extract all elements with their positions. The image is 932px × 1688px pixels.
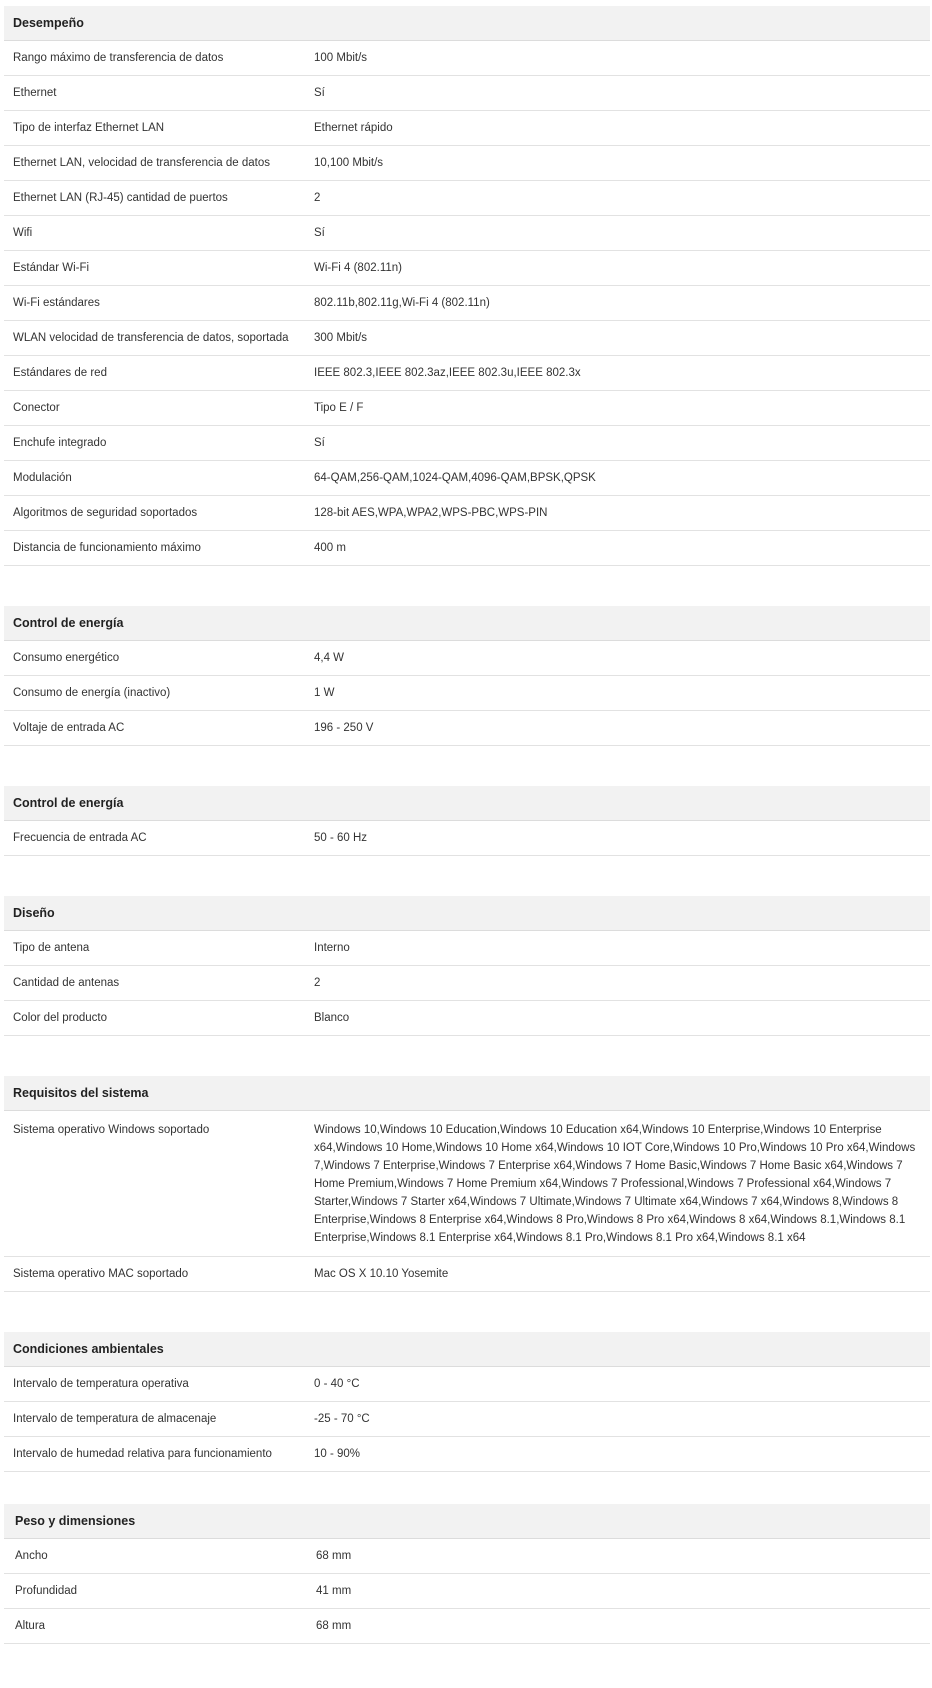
spec-row <box>4 1609 930 1644</box>
spec-row <box>4 111 930 146</box>
spec-value: 41 mm <box>316 1585 352 1597</box>
spec-label: Wi-Fi estándares <box>13 297 100 309</box>
spec-row <box>4 181 930 216</box>
spec-value: 2 <box>314 192 321 204</box>
spec-row <box>4 1574 930 1609</box>
spec-row <box>4 641 930 676</box>
spec-label: Estándar Wi-Fi <box>13 262 90 274</box>
spec-value: 10 - 90% <box>314 1448 361 1460</box>
spec-value: 64-QAM,256-QAM,1024-QAM,4096-QAM,BPSK,QPSK <box>314 472 596 484</box>
spec-value: 4,4 W <box>314 652 345 664</box>
spec-value: 400 m <box>314 542 346 554</box>
spec-label: Ancho <box>15 1550 48 1562</box>
spec-label: Sistema operativo Windows soportado <box>13 1124 210 1136</box>
spec-label: Ethernet LAN (RJ-45) cantidad de puertos <box>13 192 228 204</box>
spec-value: Sí <box>314 437 325 449</box>
spec-label: Color del producto <box>13 1012 107 1024</box>
spec-row <box>4 1367 930 1402</box>
section-header: Peso y dimensiones <box>4 1504 930 1539</box>
spec-value: Sí <box>314 87 325 99</box>
spec-row <box>4 1111 930 1257</box>
spec-row <box>4 356 930 391</box>
spec-label: Consumo de energía (inactivo) <box>13 687 171 699</box>
spec-value: 10,100 Mbit/s <box>314 157 384 169</box>
spec-value: 68 mm <box>316 1620 352 1632</box>
section-requisitos-del-sistema <box>4 1076 930 1292</box>
spec-row <box>4 146 930 181</box>
spec-value: 802.11b,802.11g,Wi-Fi 4 (802.11n) <box>314 297 490 309</box>
spec-label: Algoritmos de seguridad soportados <box>13 507 198 519</box>
spec-value: 50 - 60 Hz <box>314 832 368 844</box>
spec-row <box>4 286 930 321</box>
spec-label: Intervalo de temperatura de almacenaje <box>13 1413 217 1425</box>
spec-value: Wi-Fi 4 (802.11n) <box>314 262 402 274</box>
spec-row <box>4 251 930 286</box>
spec-value: 68 mm <box>316 1550 352 1562</box>
spec-row <box>4 1437 930 1472</box>
spec-value: Ethernet rápido <box>314 122 393 134</box>
spec-row <box>4 496 930 531</box>
section-header: Diseño <box>4 896 930 931</box>
spec-row <box>4 931 930 966</box>
spec-row <box>4 1257 930 1292</box>
spec-row <box>4 76 930 111</box>
spec-value: -25 - 70 °C <box>314 1413 370 1425</box>
spec-row <box>4 41 930 76</box>
spec-label: Distancia de funcionamiento máximo <box>13 542 201 554</box>
spec-row <box>4 321 930 356</box>
spec-value: 128-bit AES,WPA,WPA2,WPS-PBC,WPS-PIN <box>314 507 548 519</box>
section-control-de-energia <box>4 606 930 746</box>
spec-value: Windows 10,Windows 10 Education,Windows 10 Education x64,Windows 10 Enterprise,Windows 10 Enterprise x64,Windows 10 Home,Windows 10 Home x64,Windows 10 IOT Core,Windows 10 Pro,Windows 10 Pro x64,Windows 7,Windows 7 Enterprise,Windows 7 Enterprise x64,Windows 7 Home Basic,Windows 7 Home Basic x64,Windows 7 Home Premium,Windows 7 Home Premium x64,Windows 7 Professional,Windows 7 Professional x64,Windows 7 Starter,Windows 7 Starter x64,Windows 7 Ultimate,Windows 7 Ultimate x64,Windows 7 x64,Windows 8,Windows 8 Enterprise,Windows 8 Enterprise x64,Windows 8 Pro,Windows 8 Pro x64,Windows 8 x64,Windows 8.1,Windows 8.1 Enterprise,Windows 8.1 Enterprise x64,Windows 8.1 Pro,Windows 8.1 Pro x64,Windows 8.1 x64 <box>314 1124 916 1244</box>
spec-row <box>4 821 930 856</box>
spec-label: Frecuencia de entrada AC <box>13 832 147 844</box>
spec-value: 100 Mbit/s <box>314 52 368 64</box>
spec-row <box>4 1539 930 1574</box>
section-peso-y-dimensiones <box>4 1504 930 1644</box>
spec-value: 0 - 40 °C <box>314 1378 360 1390</box>
spec-label: Intervalo de humedad relativa para funcionamiento <box>13 1448 272 1460</box>
section-header: Control de energía <box>4 606 930 641</box>
section-header: Desempeño <box>4 6 930 41</box>
spec-label: Conector <box>13 402 60 414</box>
spec-label: Altura <box>15 1620 46 1632</box>
section-diseno <box>4 896 930 1036</box>
spec-row <box>4 391 930 426</box>
spec-row <box>4 1001 930 1036</box>
spec-value: Sí <box>314 227 325 239</box>
spec-value: Interno <box>314 942 350 954</box>
spec-row <box>4 966 930 1001</box>
spec-label: Cantidad de antenas <box>13 977 120 989</box>
section-header: Control de energía <box>4 786 930 821</box>
spec-label: Estándares de red <box>13 367 107 379</box>
section-control-de-energia-2 <box>4 786 930 856</box>
spec-label: Ethernet LAN, velocidad de transferencia de datos <box>13 157 270 169</box>
spec-label: Sistema operativo MAC soportado <box>13 1268 189 1280</box>
spec-label: Consumo energético <box>13 652 120 664</box>
section-header: Condiciones ambientales <box>4 1332 930 1367</box>
section-condiciones-ambientales <box>4 1332 930 1472</box>
spec-value: IEEE 802.3,IEEE 802.3az,IEEE 802.3u,IEEE 802.3x <box>314 367 581 379</box>
spec-value: 300 Mbit/s <box>314 332 368 344</box>
spec-label: Tipo de interfaz Ethernet LAN <box>13 122 165 134</box>
spec-value: 196 - 250 V <box>314 722 374 734</box>
spec-row <box>4 426 930 461</box>
spec-label: Intervalo de temperatura operativa <box>13 1378 189 1390</box>
section-header: Requisitos del sistema <box>4 1076 930 1111</box>
spec-row <box>4 216 930 251</box>
spec-label: Modulación <box>13 472 72 484</box>
spec-sheet <box>4 6 930 1644</box>
spec-label: Voltaje de entrada AC <box>13 722 125 734</box>
spec-label: Rango máximo de transferencia de datos <box>13 52 224 64</box>
spec-value: 1 W <box>314 687 335 699</box>
spec-label: Tipo de antena <box>13 942 90 954</box>
spec-row <box>4 676 930 711</box>
spec-row <box>4 711 930 746</box>
spec-row <box>4 461 930 496</box>
spec-label: Wifi <box>13 227 33 239</box>
spec-value: 2 <box>314 977 321 989</box>
spec-label: Enchufe integrado <box>13 437 107 449</box>
spec-label: Ethernet <box>13 87 57 99</box>
section-desempeno <box>4 6 930 566</box>
spec-value: Tipo E / F <box>314 402 364 414</box>
spec-value: Blanco <box>314 1012 350 1024</box>
spec-value: Mac OS X 10.10 Yosemite <box>314 1268 449 1280</box>
spec-label: Profundidad <box>15 1585 78 1597</box>
spec-row <box>4 1402 930 1437</box>
spec-row <box>4 531 930 566</box>
spec-label: WLAN velocidad de transferencia de datos, soportada <box>13 332 289 344</box>
